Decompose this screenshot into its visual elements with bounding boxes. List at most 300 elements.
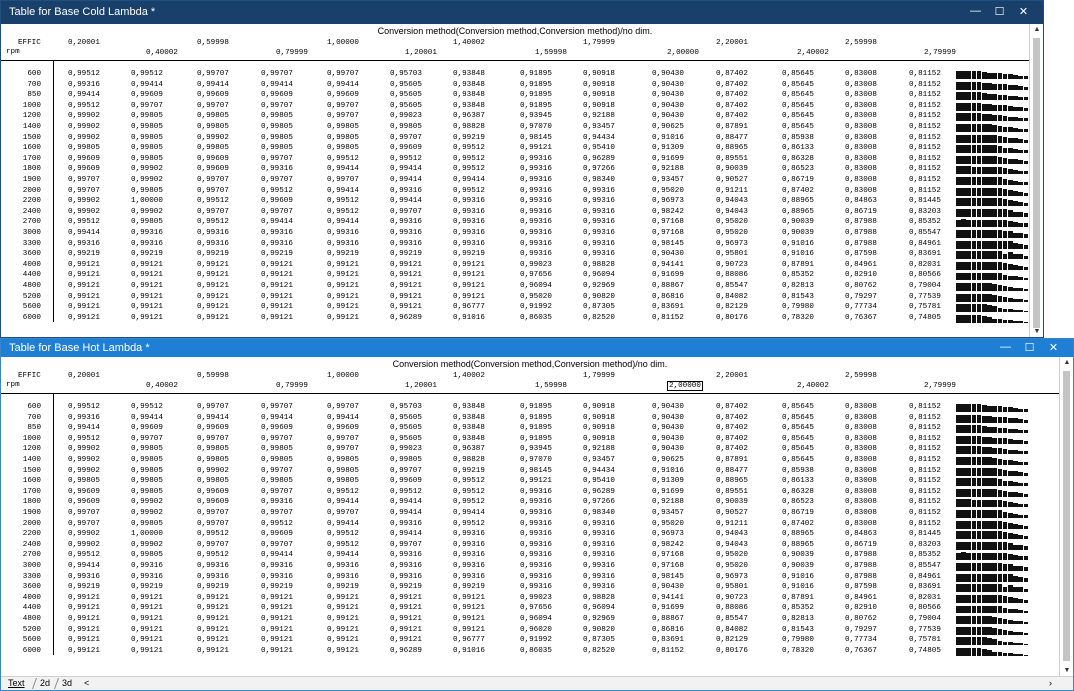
hot-value-cell[interactable]: 0,99316: [453, 530, 485, 539]
hot-value-cell[interactable]: 0,87891: [716, 456, 748, 464]
hot-value-cell[interactable]: 0,99219: [261, 583, 293, 592]
hot-value-cell[interactable]: 0,90039: [782, 551, 814, 560]
cold-value-cell[interactable]: 0,99316: [68, 239, 100, 248]
cold-value-cell[interactable]: 0,99512: [453, 154, 485, 163]
hot-value-cell[interactable]: 0,97656: [520, 604, 552, 613]
cold-value-cell[interactable]: 0,88086: [716, 271, 748, 280]
cold-value-cell[interactable]: 0,90430: [652, 250, 684, 259]
cold-value-cell[interactable]: 0,95410: [583, 144, 615, 153]
cold-value-cell[interactable]: 0,83008: [845, 133, 877, 142]
cold-value-cell[interactable]: 0,99512: [197, 197, 229, 206]
hot-header-bottom[interactable]: 0,79999: [276, 382, 308, 390]
hot-value-cell[interactable]: 0,99316: [390, 519, 422, 528]
cold-value-cell[interactable]: 0,99512: [453, 186, 485, 195]
hot-value-cell[interactable]: 0,94434: [583, 466, 615, 475]
cold-value-cell[interactable]: 0,80176: [716, 313, 748, 322]
cold-value-cell[interactable]: 0,74805: [909, 313, 941, 322]
hot-value-cell[interactable]: 0,85352: [909, 551, 941, 560]
hot-value-cell[interactable]: 0,99316: [520, 572, 552, 581]
hot-value-cell[interactable]: 0,93945: [520, 445, 552, 454]
cold-value-cell[interactable]: 0,86133: [782, 144, 814, 153]
hot-value-cell[interactable]: 0,99707: [131, 434, 163, 443]
hot-value-cell[interactable]: 0,99512: [197, 551, 229, 560]
cold-value-cell[interactable]: 0,99316: [390, 186, 422, 195]
hot-value-cell[interactable]: 0,94043: [716, 530, 748, 539]
cold-value-cell[interactable]: 0,99805: [131, 154, 163, 163]
hot-value-cell[interactable]: 0,99414: [390, 498, 422, 507]
hot-value-cell[interactable]: 0,83691: [909, 583, 941, 592]
hot-value-cell[interactable]: 0,85352: [782, 604, 814, 613]
hot-value-cell[interactable]: 0,99316: [390, 551, 422, 560]
cold-value-cell[interactable]: 0,99316: [520, 154, 552, 163]
cold-value-cell[interactable]: 0,99609: [197, 165, 229, 174]
hot-value-cell[interactable]: 0,85645: [782, 456, 814, 464]
hot-value-cell[interactable]: 0,99121: [327, 593, 359, 602]
hot-value-cell[interactable]: 0,88477: [716, 466, 748, 475]
cold-value-cell[interactable]: 0,85352: [782, 271, 814, 280]
cold-value-cell[interactable]: 0,90430: [652, 101, 684, 110]
cold-value-cell[interactable]: 0,93848: [453, 80, 485, 89]
hot-value-cell[interactable]: 0,92188: [652, 498, 684, 507]
hot-value-cell[interactable]: 0,99707: [261, 403, 293, 411]
cold-value-cell[interactable]: 0,99805: [68, 144, 100, 153]
hot-value-cell[interactable]: 0,99121: [68, 636, 100, 645]
cold-value-cell[interactable]: 0,80566: [909, 271, 941, 280]
hot-header-bottom[interactable]: 2,79999: [924, 382, 956, 390]
cold-value-cell[interactable]: 0,99609: [68, 165, 100, 174]
hot-value-cell[interactable]: 0,90430: [652, 413, 684, 422]
cold-value-cell[interactable]: 0,95703: [390, 70, 422, 78]
hot-value-cell[interactable]: 0,99805: [131, 487, 163, 496]
cold-value-cell[interactable]: 0,98340: [583, 176, 615, 184]
cold-value-cell[interactable]: 0,79980: [782, 303, 814, 312]
hot-value-cell[interactable]: 0,99805: [261, 477, 293, 486]
hot-value-cell[interactable]: 0,83203: [909, 540, 941, 549]
hot-value-cell[interactable]: 0,99805: [327, 477, 359, 486]
hot-value-cell[interactable]: 0,88086: [716, 604, 748, 613]
cold-value-cell[interactable]: 0,99707: [390, 207, 422, 216]
hot-value-cell[interactable]: 0,99609: [68, 487, 100, 496]
cold-value-cell[interactable]: 0,95605: [390, 101, 422, 110]
cold-value-cell[interactable]: 0,99414: [390, 165, 422, 174]
hot-value-cell[interactable]: 0,99316: [261, 498, 293, 507]
cold-value-cell[interactable]: 0,99316: [197, 229, 229, 237]
hot-value-cell[interactable]: 0,81445: [909, 530, 941, 539]
cold-value-cell[interactable]: 0,87402: [716, 101, 748, 110]
hot-value-cell[interactable]: 0,78320: [782, 646, 814, 655]
cold-value-cell[interactable]: 0,99805: [131, 144, 163, 153]
hot-header-bottom[interactable]: 0,40002: [146, 382, 178, 390]
cold-value-cell[interactable]: 0,90918: [583, 70, 615, 78]
hot-value-cell[interactable]: 0,99316: [327, 572, 359, 581]
hot-value-cell[interactable]: 0,82910: [845, 604, 877, 613]
scroll-up-arrow-icon[interactable]: ▲: [1063, 359, 1071, 366]
cold-value-cell[interactable]: 0,84961: [845, 260, 877, 269]
cold-value-cell[interactable]: 0,99219: [261, 250, 293, 259]
cold-value-cell[interactable]: 0,99707: [390, 133, 422, 142]
cold-value-cell[interactable]: 0,83008: [845, 176, 877, 184]
hot-value-cell[interactable]: 0,98242: [652, 540, 684, 549]
hot-value-cell[interactable]: 0,81152: [909, 424, 941, 433]
hot-value-cell[interactable]: 0,99316: [453, 572, 485, 581]
hot-value-cell[interactable]: 0,99316: [520, 562, 552, 570]
hot-value-cell[interactable]: 0,87402: [782, 519, 814, 528]
hot-value-cell[interactable]: 0,99805: [327, 466, 359, 475]
hot-table[interactable]: [1, 357, 1059, 676]
hot-value-cell[interactable]: 0,99316: [453, 562, 485, 570]
hot-value-cell[interactable]: 0,86328: [782, 487, 814, 496]
cold-value-cell[interactable]: 0,99121: [261, 292, 293, 301]
hot-value-cell[interactable]: 0,99023: [520, 593, 552, 602]
hot-value-cell[interactable]: 0,99121: [68, 604, 100, 613]
hot-value-cell[interactable]: 0,81152: [909, 477, 941, 486]
cold-value-cell[interactable]: 0,99121: [68, 313, 100, 322]
cold-header-bottom[interactable]: 1,59998: [535, 49, 567, 57]
hot-value-cell[interactable]: 0,90625: [652, 456, 684, 464]
cold-value-cell[interactable]: 0,99414: [390, 176, 422, 184]
cold-value-cell[interactable]: 0,86719: [782, 176, 814, 184]
cold-value-cell[interactable]: 0,99121: [68, 271, 100, 280]
hot-value-cell[interactable]: 0,80176: [716, 646, 748, 655]
hot-value-cell[interactable]: 0,86719: [845, 540, 877, 549]
cold-value-cell[interactable]: 0,99707: [197, 70, 229, 78]
hot-value-cell[interactable]: 0,99512: [327, 540, 359, 549]
cold-header-top[interactable]: 1,40002: [453, 39, 485, 47]
hot-value-cell[interactable]: 0,99121: [261, 615, 293, 623]
hot-value-cell[interactable]: 0,80762: [845, 615, 877, 623]
cold-value-cell[interactable]: 0,99121: [68, 292, 100, 301]
hot-value-cell[interactable]: 0,94141: [652, 593, 684, 602]
cold-value-cell[interactable]: 0,99902: [68, 112, 100, 121]
hot-value-cell[interactable]: 0,81152: [909, 445, 941, 454]
hot-value-cell[interactable]: 0,99512: [453, 519, 485, 528]
hot-value-cell[interactable]: 0,99316: [520, 540, 552, 549]
cold-value-cell[interactable]: 0,82813: [782, 282, 814, 290]
hot-value-cell[interactable]: 0,99414: [327, 498, 359, 507]
cold-value-cell[interactable]: 0,99805: [131, 123, 163, 131]
hot-value-cell[interactable]: 0,99121: [520, 477, 552, 486]
cold-value-cell[interactable]: 0,99121: [131, 303, 163, 312]
hot-maximize-button[interactable]: [1018, 339, 1041, 357]
hot-value-cell[interactable]: 0,99707: [197, 403, 229, 411]
cold-value-cell[interactable]: 0,99316: [68, 80, 100, 89]
hot-value-cell[interactable]: 0,90430: [652, 403, 684, 411]
hot-value-cell[interactable]: 0,99316: [453, 540, 485, 549]
hot-value-cell[interactable]: 0,99219: [453, 583, 485, 592]
cold-value-cell[interactable]: 0,99316: [520, 229, 552, 237]
cold-value-cell[interactable]: 0,81152: [909, 133, 941, 142]
cold-value-cell[interactable]: 0,99316: [520, 186, 552, 195]
hot-value-cell[interactable]: 0,83008: [845, 487, 877, 496]
cold-value-cell[interactable]: 0,77734: [845, 303, 877, 312]
hot-value-cell[interactable]: 0,99609: [131, 424, 163, 433]
cold-value-cell[interactable]: 0,87402: [716, 112, 748, 121]
cold-value-cell[interactable]: 0,87402: [716, 91, 748, 100]
hot-header-top[interactable]: 1,40002: [453, 372, 485, 380]
hot-value-cell[interactable]: 0,93848: [453, 424, 485, 433]
hot-value-cell[interactable]: 0,87305: [583, 636, 615, 645]
cold-value-cell[interactable]: 0,95605: [390, 91, 422, 100]
hot-value-cell[interactable]: 0,92188: [583, 445, 615, 454]
hot-value-cell[interactable]: 0,91992: [520, 636, 552, 645]
hot-value-cell[interactable]: 0,99707: [197, 434, 229, 443]
hot-value-cell[interactable]: 0,99316: [583, 583, 615, 592]
cold-value-cell[interactable]: 0,99121: [390, 303, 422, 312]
hot-value-cell[interactable]: 0,99121: [390, 593, 422, 602]
hot-value-cell[interactable]: 0,86133: [782, 477, 814, 486]
cold-value-cell[interactable]: 0,99121: [197, 313, 229, 322]
hot-value-cell[interactable]: 0,99219: [131, 583, 163, 592]
hot-value-cell[interactable]: 0,85645: [782, 445, 814, 454]
hot-value-cell[interactable]: 0,88965: [782, 540, 814, 549]
cold-value-cell[interactable]: 0,91016: [782, 250, 814, 259]
hot-value-cell[interactable]: 0,99707: [197, 509, 229, 517]
cold-value-cell[interactable]: 0,99707: [131, 101, 163, 110]
cold-value-cell[interactable]: 0,99121: [327, 313, 359, 322]
hot-value-cell[interactable]: 0,99902: [131, 509, 163, 517]
cold-value-cell[interactable]: 0,81152: [909, 70, 941, 78]
cold-value-cell[interactable]: 0,91992: [520, 303, 552, 312]
hot-value-cell[interactable]: 0,99512: [68, 551, 100, 560]
hot-value-cell[interactable]: 0,96094: [583, 604, 615, 613]
cold-value-cell[interactable]: 0,99414: [68, 229, 100, 237]
cold-value-cell[interactable]: 0,99121: [261, 303, 293, 312]
cold-value-cell[interactable]: 0,99609: [197, 91, 229, 100]
cold-value-cell[interactable]: 0,99316: [520, 176, 552, 184]
hot-value-cell[interactable]: 0,84961: [909, 572, 941, 581]
cold-value-cell[interactable]: 0,82910: [845, 271, 877, 280]
cold-value-cell[interactable]: 0,99316: [583, 229, 615, 237]
hot-value-cell[interactable]: 0,87988: [845, 562, 877, 570]
hot-value-cell[interactable]: 0,99805: [197, 477, 229, 486]
hot-value-cell[interactable]: 0,99316: [261, 572, 293, 581]
cold-value-cell[interactable]: 0,99316: [583, 186, 615, 195]
hot-value-cell[interactable]: 0,91699: [652, 487, 684, 496]
cold-value-cell[interactable]: 0,99805: [327, 123, 359, 131]
cold-value-cell[interactable]: 0,91895: [520, 70, 552, 78]
cold-value-cell[interactable]: 0,96973: [716, 239, 748, 248]
cold-value-cell[interactable]: 0,99023: [520, 260, 552, 269]
hot-value-cell[interactable]: 0,99707: [261, 487, 293, 496]
cold-value-cell[interactable]: 0,76367: [845, 313, 877, 322]
cold-value-cell[interactable]: 0,86328: [782, 154, 814, 163]
cold-value-cell[interactable]: 0,99707: [327, 176, 359, 184]
hot-header-top[interactable]: 2,59998: [845, 372, 877, 380]
hot-value-cell[interactable]: 0,86816: [652, 625, 684, 634]
cold-value-cell[interactable]: 0,90430: [652, 70, 684, 78]
hot-value-cell[interactable]: 0,99316: [453, 551, 485, 560]
hot-value-cell[interactable]: 0,99316: [327, 562, 359, 570]
hot-value-cell[interactable]: 0,99316: [197, 562, 229, 570]
cold-value-cell[interactable]: 0,99805: [390, 123, 422, 131]
cold-value-cell[interactable]: 0,99219: [197, 250, 229, 259]
cold-value-cell[interactable]: 0,87988: [845, 229, 877, 237]
hot-value-cell[interactable]: 0,96777: [453, 636, 485, 645]
hot-value-cell[interactable]: 0,87402: [716, 424, 748, 433]
cold-value-cell[interactable]: 0,99805: [197, 112, 229, 121]
cold-value-cell[interactable]: 0,83691: [909, 250, 941, 259]
cold-value-cell[interactable]: 0,81152: [909, 101, 941, 110]
cold-value-cell[interactable]: 0,85938: [782, 133, 814, 142]
cold-value-cell[interactable]: 0,94141: [652, 260, 684, 269]
cold-value-cell[interactable]: 0,99414: [390, 197, 422, 206]
cold-value-cell[interactable]: 0,99707: [197, 207, 229, 216]
cold-value-cell[interactable]: 0,85352: [909, 218, 941, 227]
cold-value-cell[interactable]: 0,84961: [909, 239, 941, 248]
cold-value-cell[interactable]: 0,99414: [327, 218, 359, 227]
hot-value-cell[interactable]: 0,99414: [327, 519, 359, 528]
hot-value-cell[interactable]: 0,93848: [453, 413, 485, 422]
cold-value-cell[interactable]: 0,99805: [131, 112, 163, 121]
cold-value-cell[interactable]: 0,99316: [520, 239, 552, 248]
hot-value-cell[interactable]: 0,87988: [845, 551, 877, 560]
hot-value-cell[interactable]: 0,99609: [197, 424, 229, 433]
cold-value-cell[interactable]: 0,83203: [909, 207, 941, 216]
hot-value-cell[interactable]: 0,99121: [68, 625, 100, 634]
hot-vertical-scrollbar[interactable]: [1059, 357, 1073, 676]
hot-value-cell[interactable]: 0,99121: [261, 636, 293, 645]
cold-value-cell[interactable]: 0,90918: [583, 101, 615, 110]
hot-value-cell[interactable]: 0,85938: [782, 466, 814, 475]
cold-value-cell[interactable]: 0,94434: [583, 133, 615, 142]
cold-value-cell[interactable]: 0,81152: [909, 91, 941, 100]
hot-value-cell[interactable]: 0,99316: [261, 562, 293, 570]
cold-value-cell[interactable]: 0,99902: [68, 123, 100, 131]
cold-value-cell[interactable]: 0,99512: [197, 218, 229, 227]
hot-value-cell[interactable]: 0,99902: [131, 498, 163, 507]
tab-text[interactable]: Text: [8, 678, 25, 688]
scroll-down-arrow-icon[interactable]: ▼: [1063, 667, 1071, 674]
hot-value-cell[interactable]: 0,81152: [909, 519, 941, 528]
cold-value-cell[interactable]: 0,95801: [716, 250, 748, 259]
cold-value-cell[interactable]: 0,96289: [390, 313, 422, 322]
cold-value-cell[interactable]: 0,88867: [652, 282, 684, 290]
cold-value-cell[interactable]: 0,99414: [68, 91, 100, 100]
cold-value-cell[interactable]: 0,99805: [261, 123, 293, 131]
cold-value-cell[interactable]: 0,97266: [583, 165, 615, 174]
tab-3d[interactable]: 3d: [62, 678, 73, 688]
cold-value-cell[interactable]: 0,91895: [520, 80, 552, 89]
cold-value-cell[interactable]: 0,87305: [583, 303, 615, 312]
hot-value-cell[interactable]: 0,96289: [583, 487, 615, 496]
hot-value-cell[interactable]: 0,91016: [782, 572, 814, 581]
hot-value-cell[interactable]: 0,99316: [520, 519, 552, 528]
hot-header-bottom[interactable]: 2,00000: [669, 382, 701, 390]
cold-value-cell[interactable]: 0,82129: [716, 303, 748, 312]
hot-value-cell[interactable]: 0,99512: [453, 477, 485, 486]
hot-value-cell[interactable]: 0,99414: [390, 509, 422, 517]
hot-value-cell[interactable]: 0,99121: [453, 593, 485, 602]
hot-value-cell[interactable]: 0,91895: [520, 403, 552, 411]
scroll-left-arrow-icon[interactable]: <: [84, 678, 90, 688]
cold-value-cell[interactable]: 0,83008: [845, 123, 877, 131]
hot-value-cell[interactable]: 0,99707: [327, 434, 359, 443]
cold-value-cell[interactable]: 0,90430: [652, 91, 684, 100]
hot-value-cell[interactable]: 0,95605: [390, 413, 422, 422]
hot-value-cell[interactable]: 0,81152: [909, 498, 941, 507]
hot-value-cell[interactable]: 0,85547: [909, 562, 941, 570]
cold-value-cell[interactable]: 0,86816: [652, 292, 684, 301]
cold-value-cell[interactable]: 0,99316: [261, 229, 293, 237]
cold-value-cell[interactable]: 0,99512: [327, 154, 359, 163]
hot-value-cell[interactable]: 0,97168: [652, 551, 684, 560]
hot-value-cell[interactable]: 0,99316: [583, 562, 615, 570]
cold-value-cell[interactable]: 0,99121: [197, 260, 229, 269]
hot-value-cell[interactable]: 0,97168: [652, 562, 684, 570]
cold-value-cell[interactable]: 0,99414: [327, 80, 359, 89]
cold-value-cell[interactable]: 0,90918: [583, 80, 615, 89]
hot-value-cell[interactable]: 0,83691: [652, 636, 684, 645]
cold-value-cell[interactable]: 0,99707: [327, 112, 359, 121]
hot-value-cell[interactable]: 0,99902: [131, 540, 163, 549]
cold-value-cell[interactable]: 0,80762: [845, 282, 877, 290]
cold-value-cell[interactable]: 0,75781: [909, 303, 941, 312]
hot-value-cell[interactable]: 0,81152: [909, 413, 941, 422]
hot-value-cell[interactable]: 0,83008: [845, 445, 877, 454]
cold-value-cell[interactable]: 0,99609: [261, 91, 293, 100]
cold-value-cell[interactable]: 0,82031: [909, 260, 941, 269]
hot-header-bottom[interactable]: 2,40002: [797, 382, 829, 390]
cold-value-cell[interactable]: 0,99707: [197, 101, 229, 110]
cold-value-cell[interactable]: 0,99414: [197, 80, 229, 89]
hot-value-cell[interactable]: 0,84082: [716, 625, 748, 634]
cold-value-cell[interactable]: 0,99219: [453, 133, 485, 142]
cold-value-cell[interactable]: 0,99316: [131, 229, 163, 237]
cold-value-cell[interactable]: 0,99805: [131, 133, 163, 142]
cold-value-cell[interactable]: 0,87598: [845, 250, 877, 259]
cold-value-cell[interactable]: 0,85547: [909, 229, 941, 237]
cold-value-cell[interactable]: 0,99121: [261, 260, 293, 269]
cold-value-cell[interactable]: 0,99707: [327, 70, 359, 78]
cold-minimize-button[interactable]: [964, 1, 987, 24]
cold-value-cell[interactable]: 0,91699: [652, 154, 684, 163]
hot-value-cell[interactable]: 0,99902: [68, 466, 100, 475]
cold-value-cell[interactable]: 0,91016: [453, 313, 485, 322]
cold-value-cell[interactable]: 0,95605: [390, 80, 422, 89]
hot-value-cell[interactable]: 0,98145: [520, 466, 552, 475]
hot-value-cell[interactable]: 0,90430: [652, 424, 684, 433]
hot-value-cell[interactable]: 0,75781: [909, 636, 941, 645]
hot-value-cell[interactable]: 0,99707: [390, 540, 422, 549]
hot-value-cell[interactable]: 0,99512: [68, 403, 100, 411]
cold-value-cell[interactable]: 0,95020: [652, 186, 684, 195]
cold-value-cell[interactable]: 0,99121: [453, 292, 485, 301]
hot-value-cell[interactable]: 0,84961: [845, 593, 877, 602]
cold-value-cell[interactable]: 0,99316: [453, 229, 485, 237]
cold-maximize-button[interactable]: [988, 1, 1011, 24]
cold-value-cell[interactable]: 0,90039: [716, 165, 748, 174]
hot-value-cell[interactable]: 0,99121: [261, 646, 293, 655]
cold-value-cell[interactable]: 0,99316: [327, 239, 359, 248]
cold-value-cell[interactable]: 0,87891: [716, 123, 748, 131]
hot-value-cell[interactable]: 0,86719: [782, 509, 814, 517]
hot-value-cell[interactable]: 0,99316: [520, 487, 552, 496]
cold-value-cell[interactable]: 0,99316: [453, 207, 485, 216]
hot-value-cell[interactable]: 0,87988: [845, 572, 877, 581]
hot-value-cell[interactable]: 0,99316: [520, 509, 552, 517]
hot-value-cell[interactable]: 0,99805: [131, 456, 163, 464]
cold-value-cell[interactable]: 0,99316: [583, 197, 615, 206]
hot-value-cell[interactable]: 0,99707: [197, 519, 229, 528]
hot-value-cell[interactable]: 0,99121: [453, 615, 485, 623]
cold-value-cell[interactable]: 0,99609: [68, 154, 100, 163]
cold-value-cell[interactable]: 0,90527: [716, 176, 748, 184]
cold-value-cell[interactable]: 0,99121: [327, 260, 359, 269]
cold-value-cell[interactable]: 0,93457: [652, 176, 684, 184]
hot-value-cell[interactable]: 0,90918: [583, 434, 615, 443]
cold-value-cell[interactable]: 0,87891: [782, 260, 814, 269]
hot-value-cell[interactable]: 0,81152: [909, 466, 941, 475]
